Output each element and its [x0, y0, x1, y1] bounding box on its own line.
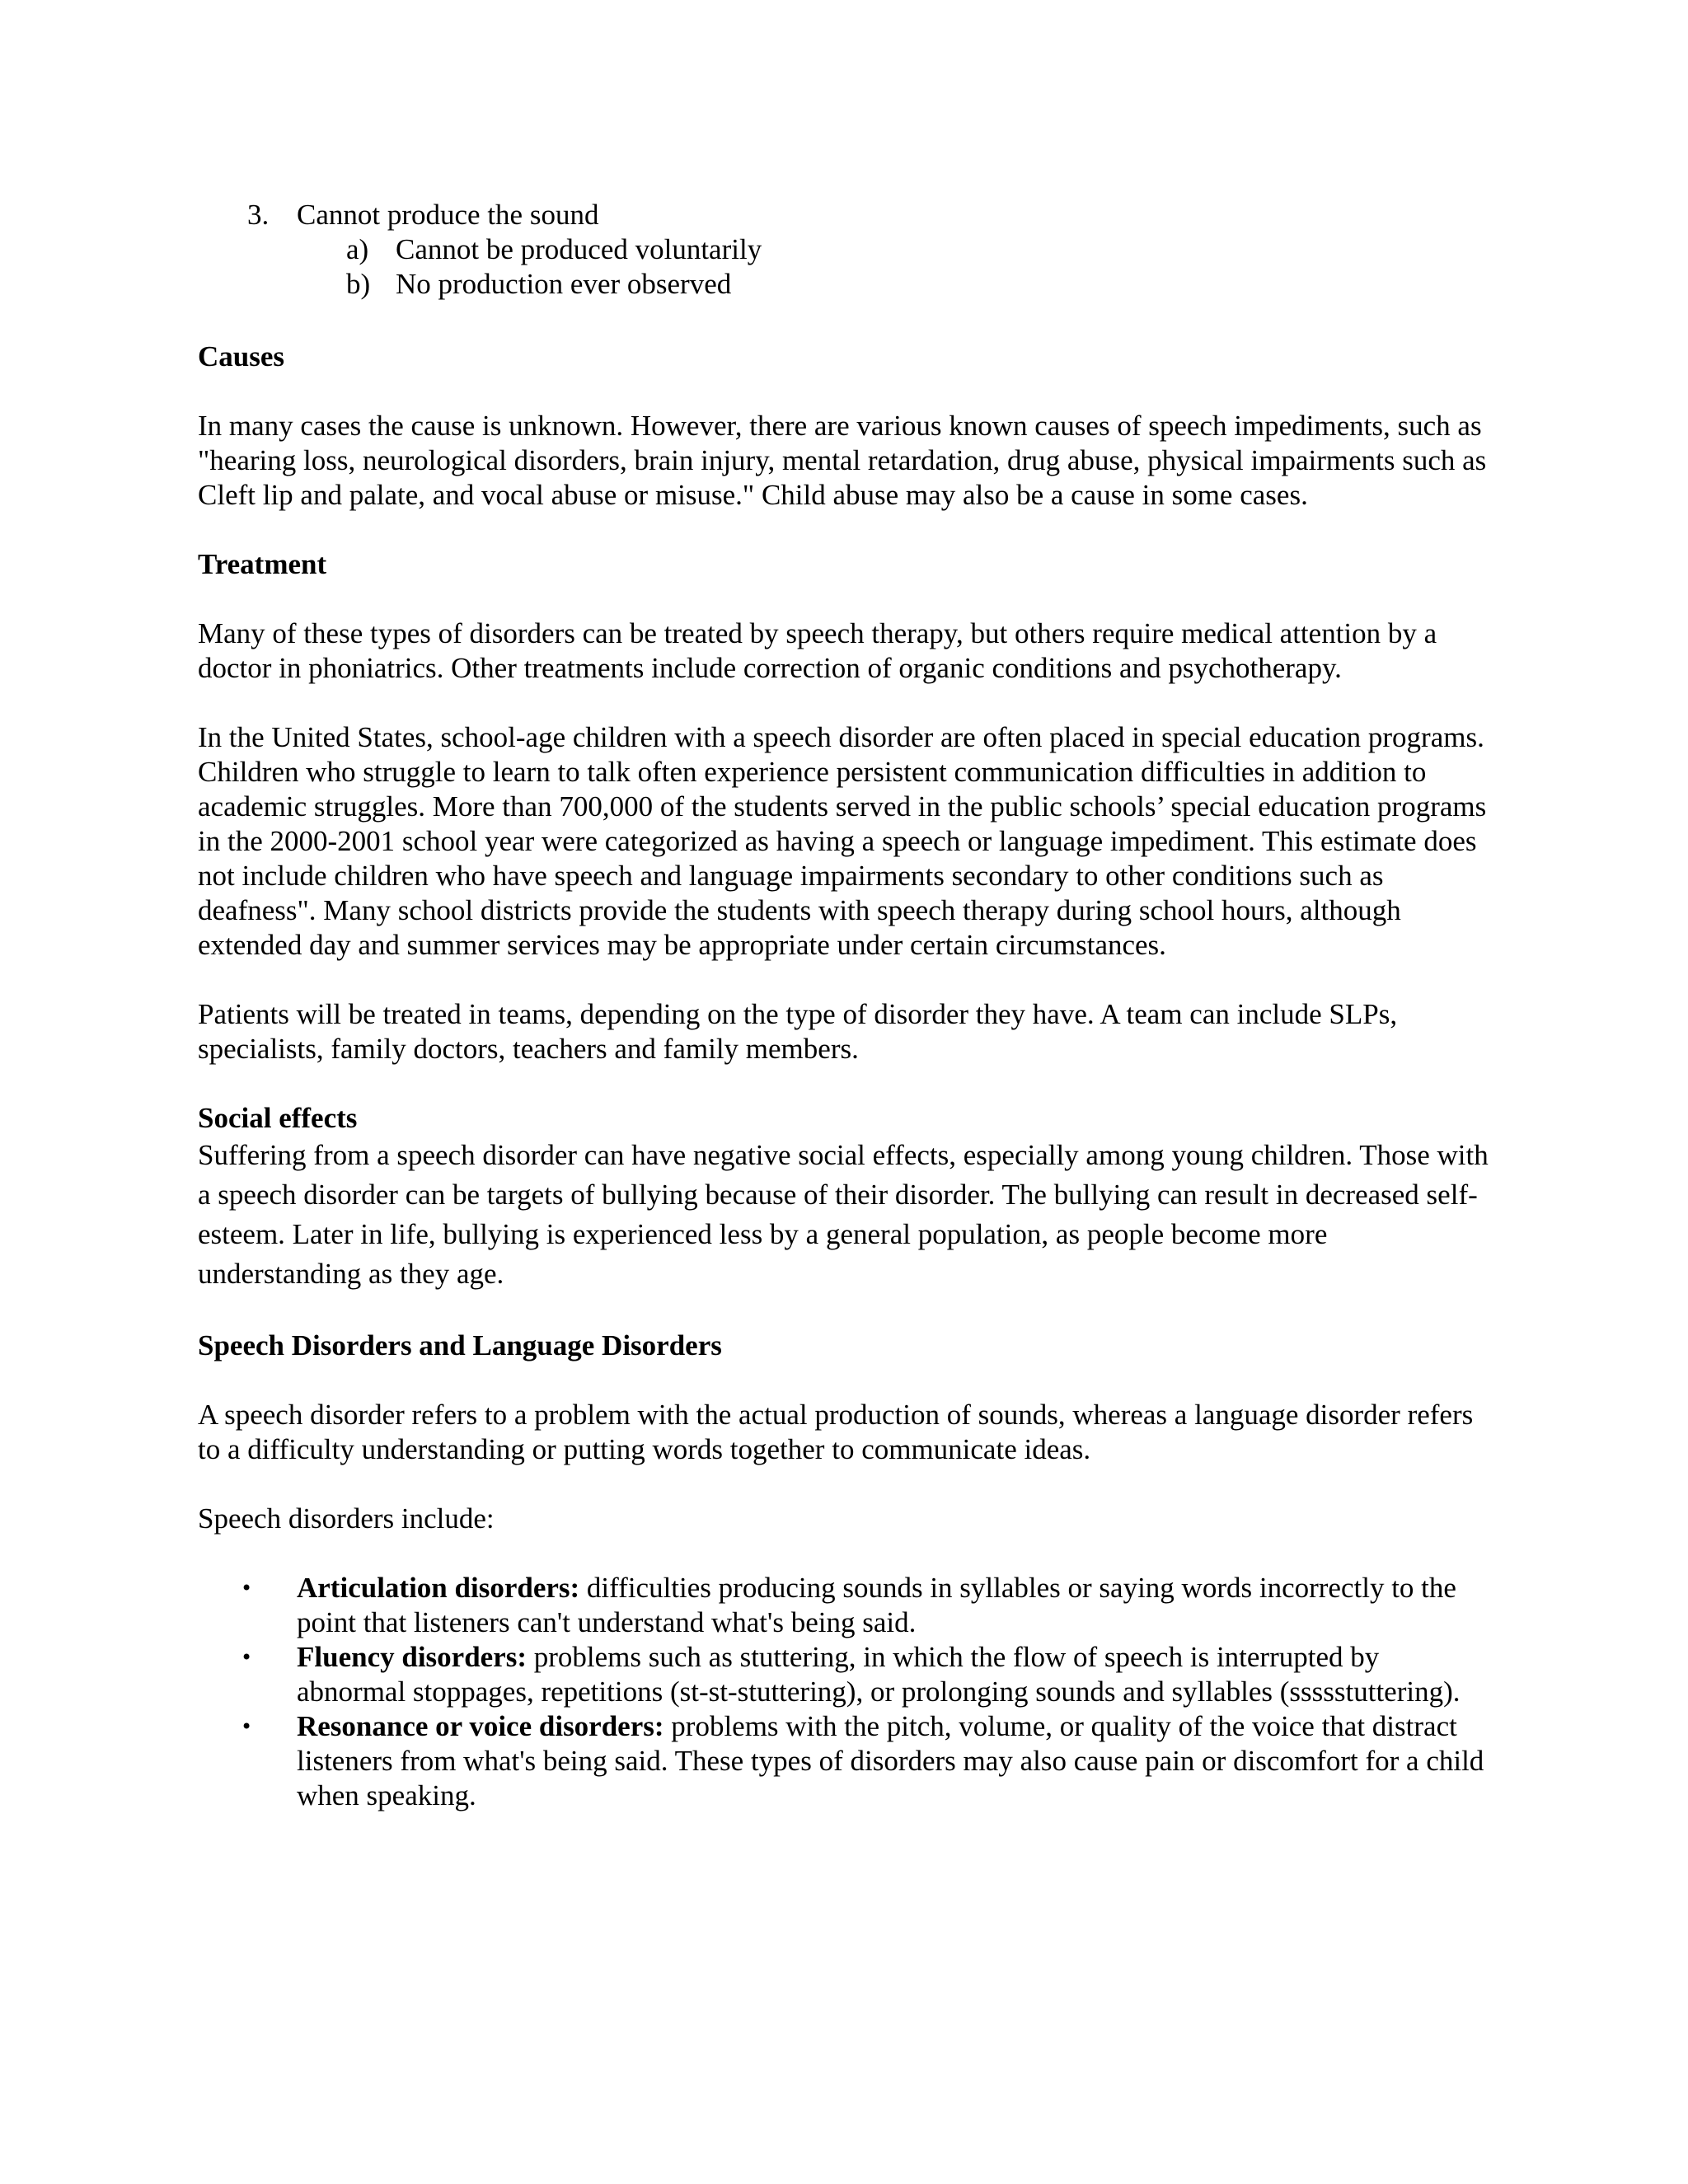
sub-list-text: Cannot be produced voluntarily: [396, 233, 762, 265]
sub-list-item: [346, 232, 1492, 267]
list-item: [198, 1640, 1492, 1709]
bullet-term: Resonance or voice disorders:: [297, 1710, 664, 1742]
list-number: 3.: [247, 199, 270, 231]
sub-list-item: [346, 267, 1492, 302]
numbered-item: [198, 198, 1492, 232]
bullet-icon: •: [241, 1715, 253, 1738]
bullet-text: [297, 1571, 1492, 1640]
section-heading-treatment: Treatment: [198, 548, 327, 580]
bullet-description: problems such as stuttering, in which the flow of speech is interrupted by abnormal stoppages, repetitions (st-st-stuttering), or prolonging sounds and syllables (ssssstuttering).: [297, 1641, 1461, 1708]
section-heading-social-effects: Social effects: [198, 1102, 358, 1134]
sub-list-marker: a): [346, 233, 369, 265]
speech-disorders-intro: Speech disorders include:: [198, 1502, 495, 1535]
bullet-description: problems with the pitch, volume, or quality of the voice that distract listeners from what's being said. These types of disorders may also cause pain or discomfort for a child when speaking.: [297, 1710, 1484, 1811]
section-heading-speech-language: Speech Disorders and Language Disorders: [198, 1329, 722, 1361]
bullet-term: Articulation disorders:: [297, 1572, 580, 1604]
list-item: [198, 1571, 1492, 1640]
list-item-text: Cannot produce the sound: [297, 199, 599, 231]
speech-language-paragraph: A speech disorder refers to a problem with the actual production of sounds, whereas a language disorder refers to a difficulty understanding or putting words together to communicate ideas.: [198, 1399, 1474, 1465]
bullet-text: [297, 1640, 1492, 1709]
bullet-term: Fluency disorders:: [297, 1641, 528, 1673]
sub-list-marker: b): [346, 268, 371, 300]
bullet-icon: •: [241, 1646, 253, 1669]
treatment-paragraph: Patients will be treated in teams, depending on the type of disorder they have. A team can include SLPs, specialists, family doctors, teachers and family members.: [198, 998, 1398, 1065]
sub-list: [198, 232, 1492, 302]
social-effects-paragraph: Suffering from a speech disorder can have negative social effects, especially among young children. Those with a speech disorder can be targets of bullying because of their disorder. The bullying can result in decreased self-esteem. Later in life, bullying is experienced less by a general population, as people become more understanding as they age.: [198, 1139, 1489, 1290]
sub-list-text: No production ever observed: [396, 268, 732, 300]
bullet-description: difficulties producing sounds in syllables or saying words incorrectly to the point that listeners can't understand what's being said.: [297, 1572, 1456, 1638]
bullet-list: [198, 1571, 1492, 1813]
treatment-paragraph: In the United States, school-age children with a speech disorder are often placed in special education programs. Children who struggle to learn to talk often experience persistent communication difficulties in addition to academic struggles. More than 700,000 of the students served in the public schools’ special education programs in the 2000-2001 school year were categorized as having a speech or language impediment. This estimate does not include children who have speech and language impairments secondary to other conditions such as deafness". Many school districts provide the students with speech therapy during school hours, although extended day and summer services may be appropriate under certain circumstances.: [198, 721, 1487, 961]
treatment-paragraph: Many of these types of disorders can be treated by speech therapy, but others require medical attention by a doctor in phoniatrics. Other treatments include correction of organic conditions and psychotherapy.: [198, 617, 1437, 684]
document-body: [198, 198, 1492, 1813]
section-heading-causes: Causes: [198, 340, 285, 373]
list-item: [198, 1709, 1492, 1813]
bullet-icon: •: [241, 1577, 253, 1600]
bullet-text: [297, 1709, 1492, 1813]
causes-paragraph: In many cases the cause is unknown. However, there are various known causes of speech impediments, such as "hearing loss, neurological disorders, brain injury, mental retardation, drug abuse, physical impairments such as Cleft lip and palate, and vocal abuse or misuse." Child abuse may also be a cause in some cases.: [198, 410, 1487, 511]
